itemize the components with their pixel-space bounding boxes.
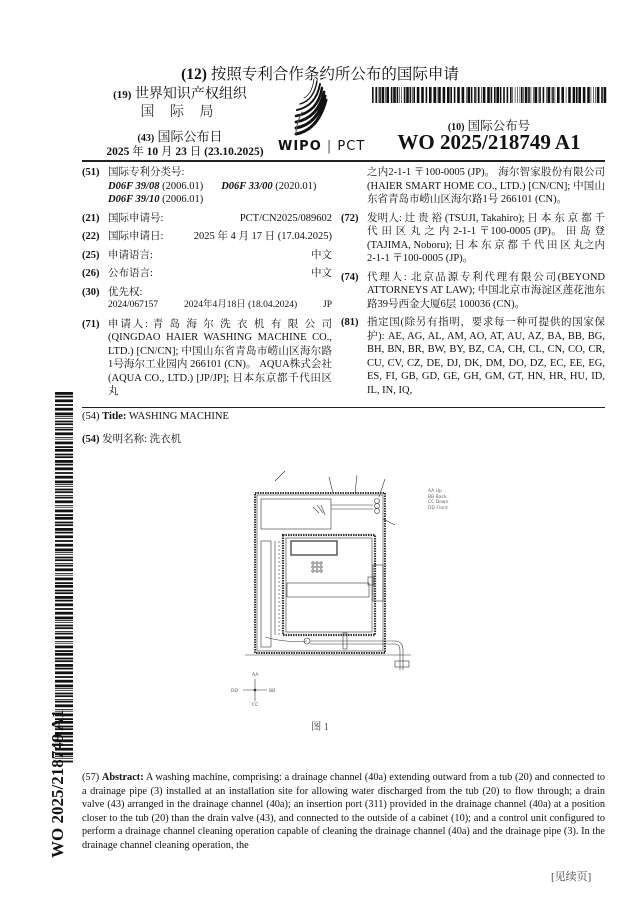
publication-number: WO 2025/218749 A1 <box>397 130 581 154</box>
field-30 <box>82 286 332 313</box>
field-label: 优先权: <box>108 286 143 298</box>
pubdate-day: 23 <box>175 146 187 158</box>
field-label: Title: <box>102 411 127 422</box>
legend-item: DD Front <box>428 505 448 511</box>
field-tag: (30) <box>82 286 100 298</box>
priority-date: 2024年4月18日 (18.04.2024) <box>183 300 298 310</box>
field-label: 公布语言: <box>108 268 153 279</box>
pubno-tag: (10) <box>447 122 465 133</box>
designated-states-text: 指定国(除另有指明，要求每一种可提供的国家保护): AE, AG, AL, AM, AO, AT, AU, AZ, BA, BB, BG, BH, BN, BR, BW, BY, BZ, CA, CH, CL, CN, CO, CR, CU, CV, CZ, DE, DJ, DK, DM, DO, DZ, EC, EE, EG, ES, FI, GB, GD, GE, GH, GM, GT, HN, HR, HU, ID, IL, IN, IQ, <box>367 317 605 396</box>
applicant-text-continued: 之内2-1-1 〒100-0005 (JP)。 海尔智家股份有限公司(HAIER SMART HOME CO., LTD.) [CN/CN]; 中国山东省青岛市崂山区海尔路1号 266101 (CN)。 <box>367 167 605 205</box>
organization-block <box>100 86 260 122</box>
axis-label-left: DD <box>231 689 238 694</box>
kind-title-text: 按照专利合作条约所公布的国际申请 <box>210 66 459 83</box>
pubdate-month: 10 <box>146 146 159 158</box>
abstract <box>82 771 605 852</box>
side-pubno-text: WO 2025/218749 A1 <box>48 709 67 858</box>
title-value: WASHING MACHINE <box>128 411 229 422</box>
agent-text: 代理人: 北京品源专利代理有限公司(BEYOND ATTORNEYS AT LAW); 中国北京市海淀区莲花池东路39号西金大厦6层 100036 (CN)。 <box>367 271 605 310</box>
side-publication-number <box>42 709 82 860</box>
pubdate-day-cn: 日 <box>189 146 202 158</box>
field-tag: (51) <box>82 167 100 178</box>
field-tag: (25) <box>82 249 100 261</box>
title-value: 洗衣机 <box>149 434 182 445</box>
field-label: 发明名称: <box>102 434 148 445</box>
field-71 <box>82 318 332 399</box>
field-21 <box>82 212 332 226</box>
field-81 <box>341 316 605 397</box>
field-tag: (54) <box>82 411 100 422</box>
field-label: 国际申请日: <box>108 231 164 242</box>
pubdate-year-cn: 年 <box>132 146 144 158</box>
axis-label-up: AA <box>252 673 259 678</box>
wipo-pct-wordmark: WIPO | PCT <box>278 139 366 154</box>
pubdate-label-text: 国际公布日 <box>157 129 223 144</box>
priority-number: 2024/067157 <box>108 300 159 310</box>
inventor-text: 发明人: 辻 贵 裕 (TSUJI, Takahiro); 日 本 东 京 都 千 代 田 区 丸 之 内 2-1-1 〒100-0005 (JP)。 田 岛 登 (TAJIMA, Noboru); 日 本 东 京 都 千 代 田 区 丸之内2-1-1 〒100-0005 (JP)。 <box>367 212 605 264</box>
pubno-label-text: 国际公布号 <box>467 119 531 133</box>
axis-label-right: BB <box>269 689 276 694</box>
field-tag: (81) <box>341 317 359 328</box>
field-25 <box>82 249 332 263</box>
field-tag: (71) <box>82 318 100 330</box>
barcode-icon <box>372 87 606 103</box>
field-22 <box>82 230 332 244</box>
filing-date: 2025 年 4 月 17 日 (17.04.2025) <box>193 231 332 242</box>
wipo-text: WIPO <box>278 139 322 154</box>
divider <box>82 160 605 162</box>
legend-item: BB Back <box>428 494 447 500</box>
org-sub: 国 际 局 <box>140 105 220 120</box>
field-tag: (21) <box>82 212 100 224</box>
ipc-code: D06F 39/10 (2006.01) <box>108 194 204 205</box>
filing-language: 中文 <box>311 249 332 261</box>
ipc-code: D06F 39/08 (2006.01) <box>108 180 204 192</box>
side-barcode-icon <box>55 392 73 762</box>
org-tag: (19) <box>113 89 132 101</box>
applicant-text: 申请人: 青 岛 海 尔 洗 衣 机 有 限 公 司 (QINGDAO HAIER WASHING MACHINE CO., LTD.) [CN/CN]; 中国山东省青岛市崂山区海尔路1号海尔工业园内 266101 (CN)。 AQUA株式会社 (AQUA CO., LTD.) [JP/JP]; 日本东京都千代田区丸 <box>108 318 332 397</box>
pubdate-numeric: (23.10.2025) <box>204 146 264 158</box>
figure-label: 图 1 <box>311 722 329 733</box>
field-74 <box>341 271 605 312</box>
field-26 <box>82 267 332 281</box>
pubdate-year: 2025 <box>106 146 130 158</box>
figure-legend <box>428 489 448 511</box>
publication-date <box>90 143 280 159</box>
field-label: 申请语言: <box>108 249 153 261</box>
abstract-text: A washing machine, comprising: a drainage channel (40a) extending outward from a tub (20) and connected to a drainage pipe (3) installed at an installation site for allowing water discharged from the tub (20) to flow through; a drain valve (43) arranged in the drainage channel (40a); an insertion port (311) provided in the drainage channel (40a) at a position closer to the tub (20) than the drain valve (43), and connected to the outside of a cabinet (10); and a control unit configured to perform a drainage channel cleaning operation capable of cleaning the drainage channel (40a) and the drainage pipe (3). In the drainage channel cleaning operation, the <box>82 772 605 851</box>
continued-page-note: [见续页] <box>551 871 592 883</box>
divider <box>82 407 605 408</box>
kind-code-tag: (12) <box>181 66 207 83</box>
ipc-code: D06F 33/00 (2020.01) <box>221 180 317 192</box>
title-chinese <box>82 431 181 446</box>
application-number: PCT/CN2025/089602 <box>239 212 332 224</box>
pubdate-tag: (43) <box>137 133 155 144</box>
field-51 <box>82 166 332 207</box>
field-tag: (54) <box>82 434 100 445</box>
field-label: 国际申请号: <box>108 212 164 224</box>
field-label: 国际专利分类号: <box>108 167 185 178</box>
org-name: 世界知识产权组织 <box>134 87 247 102</box>
legend-item: AA Up <box>428 489 442 494</box>
field-tag: (72) <box>341 212 359 224</box>
axis-label-down: CC <box>252 703 259 708</box>
title-english <box>82 411 229 422</box>
field-72 <box>341 212 605 266</box>
field-label: Abstract: <box>101 772 144 783</box>
pct-text: PCT <box>337 139 366 154</box>
field-71-continued <box>341 166 605 207</box>
priority-country: JP <box>323 300 332 310</box>
legend-item: CC Down <box>428 500 449 505</box>
field-tag: (57) <box>82 772 100 783</box>
bibliographic-left-column <box>82 166 332 404</box>
pubdate-month-cn: 月 <box>161 146 173 158</box>
field-tag: (74) <box>341 271 359 283</box>
publication-language: 中文 <box>311 268 332 279</box>
field-tag: (26) <box>82 268 100 279</box>
bibliographic-right-column <box>341 166 605 402</box>
field-tag: (22) <box>82 231 100 242</box>
